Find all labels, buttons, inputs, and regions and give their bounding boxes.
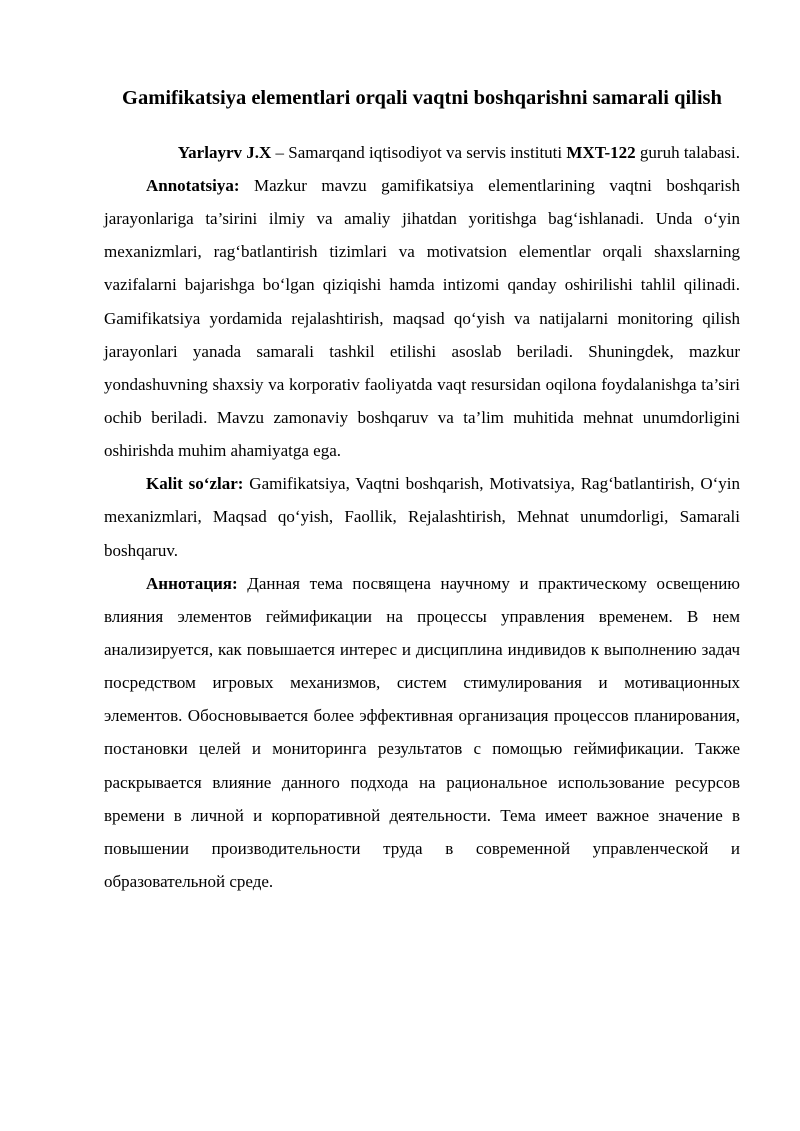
abstract-ru-paragraph [104, 567, 740, 898]
abstract-uz-label: Annotatsiya: [146, 176, 240, 196]
abstract-ru-text: Данная тема посвящена научному и практическому освещению влияния элементов геймификации на процессы управления временем. В нем анализируется, как повышается интерес и дисциплина индивидов к выполнению задач посредством игровых механизмов, систем стимулирования и мотивационных элементов. Обосновывается более эффективная организация процессов планирования, постановки целей и мониторинга результатов с помощью геймификации. Также раскрывается влияние данного подхода на рациональное использование ресурсов времени в личной и корпоративной деятельности. Тема имеет важное значение в повышении производительности труда в современной управленческой и образовательной среде. [104, 573, 740, 892]
group-code: MXT-122 [566, 142, 636, 162]
abstract-uz-paragraph [104, 169, 740, 467]
author-name: Yarlayrv J.X [177, 142, 272, 162]
affiliation-part-two: guruh talabasi. [635, 142, 740, 162]
keywords-uz-paragraph [104, 467, 740, 566]
affiliation-part-one: Samarqand iqtisodiyot va servis instituti [288, 142, 567, 162]
abstract-ru-label: Аннотация: [146, 573, 238, 593]
keywords-uz-label: Kalit so‘zlar: [146, 474, 244, 494]
page-title: Gamifikatsiya elementlari orqali vaqtni boshqarishni samarali qilish [122, 87, 722, 109]
author-affiliation-block [104, 136, 740, 169]
keywords-uz-text: Gamifikatsiya, Vaqtni boshqarish, Motivatsiya, Rag‘batlantirish, O‘yin mexanizmlari, Maqsad qo‘yish, Faollik, Rejalashtirish, Mehnat unumdorligi, Samarali boshqaruv. [104, 474, 740, 560]
abstract-uz-text: Mazkur mavzu gamifikatsiya elementlarining vaqtni boshqarish jarayonlariga ta’sirini ilmiy va amaliy jihatdan yoritishga bag‘ishlanadi. Unda o‘yin mexanizmlari, rag‘batlantirish tizimlari va motivatsion elementlar orqali shaxslarning vazifalarni bajarishga bo‘lgan qiziqishi hamda intizomi qanday oshirilishi tahlil qilinadi. Gamifikatsiya yordamida rejalashtirish, maqsad qo‘yish va natijalarni monitoring qilish jarayonlari yanada samarali tashkil etilishi asoslab beriladi. Shuningdek, mazkur yondashuvning shaxsiy va korporativ faoliyatda vaqt resursidan oqilona foydalanishga ta’siri ochib beriladi. Mavzu zamonaviy boshqaruv va ta’lim muhitida mehnat unumdorligini oshirishda muhim ahamiyatga ega. [104, 176, 740, 461]
author-dash: – [271, 142, 289, 162]
